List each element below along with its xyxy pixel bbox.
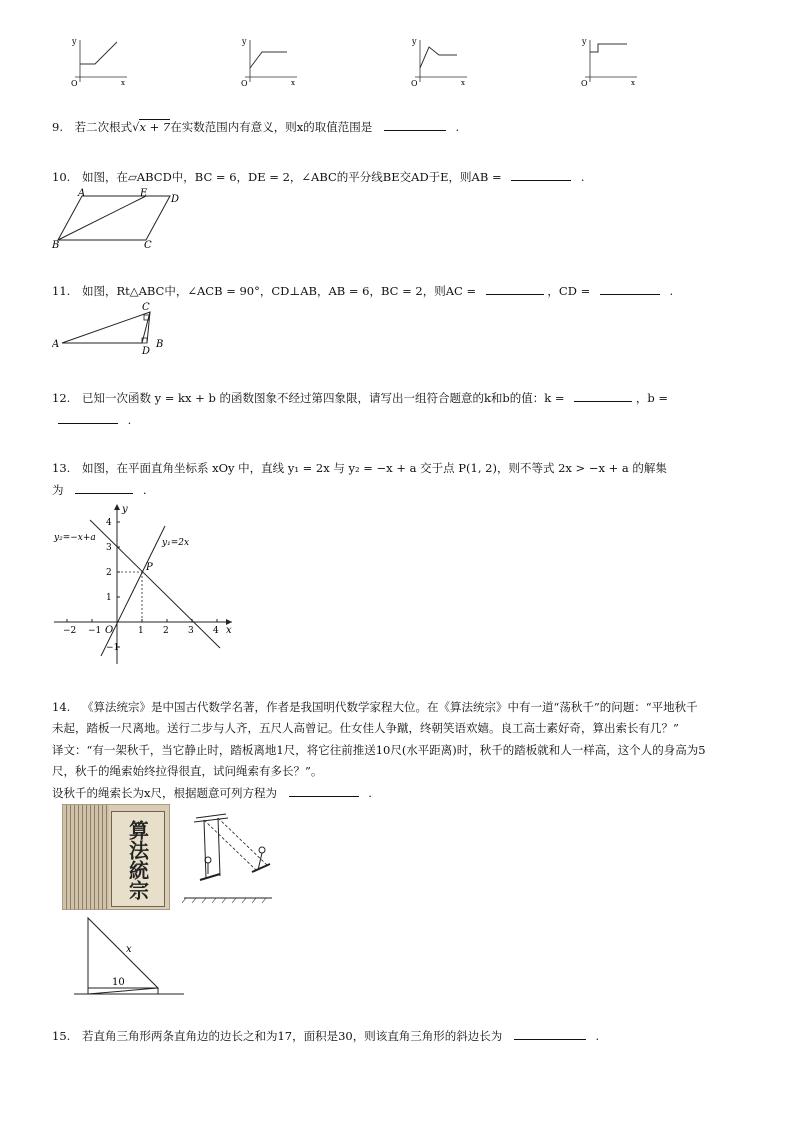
answer-blank[interactable] — [384, 118, 446, 131]
y-tick-label: 3 — [106, 543, 112, 553]
y-tick-label: 1 — [106, 593, 112, 603]
question-number: 12. — [52, 391, 71, 405]
answer-blank[interactable] — [75, 481, 133, 494]
graph-option-c — [411, 37, 467, 88]
question-12-continued — [58, 411, 131, 429]
book-title: 算法統宗 — [125, 820, 150, 900]
base-label: 10 — [112, 977, 125, 988]
question-15 — [52, 1027, 599, 1045]
radical-sign: √ — [132, 120, 140, 134]
question-14 — [52, 698, 698, 716]
period: . — [368, 786, 372, 800]
origin-label: O — [581, 79, 588, 88]
question-number: 14. — [52, 700, 71, 714]
question-10 — [52, 168, 585, 186]
x-tick-label: −1 — [88, 626, 102, 636]
top-answer-graphs — [55, 30, 655, 90]
book-cover-image — [62, 804, 170, 910]
question-text-suffix: 在实数范围内有意义，则x的取值范围是 — [170, 120, 373, 134]
period: . — [595, 1029, 600, 1043]
x-tick-label: 3 — [188, 626, 194, 636]
question-14-line4: 尺，秋千的绳索始终拉得很直，试问绳索有多长？”。 — [52, 764, 323, 778]
question-13 — [52, 459, 667, 477]
question-text-mid: ，b = — [635, 391, 669, 405]
period: . — [127, 413, 132, 427]
label-c: C — [142, 302, 150, 313]
y-axis-label: y — [242, 37, 247, 46]
x-axis-label: x — [226, 625, 232, 636]
parallelogram-figure — [50, 186, 190, 250]
question-text: 如图，在▱ABCD中，BC = 6，DE = 2，∠ABC的平分线BE交AD于E，则AB = — [81, 170, 502, 184]
question-text: 已知一次函数 y = kx + b 的函数图象不经过第四象限，请写出一组符合题意的k和b的值：k = — [81, 391, 565, 405]
question-text-line2: 为 — [52, 483, 64, 497]
period: . — [669, 284, 674, 298]
label-d: D — [142, 346, 151, 356]
period: . — [455, 120, 460, 134]
graph-option-a — [71, 37, 127, 88]
answer-blank-cd[interactable] — [600, 282, 660, 295]
point-p-label: P — [146, 562, 153, 573]
answer-blank[interactable] — [511, 168, 571, 181]
answer-blank[interactable] — [289, 784, 359, 797]
x-axis-label: x — [291, 79, 295, 87]
x-tick-label: 1 — [138, 626, 144, 636]
question-text: 《算法统宗》是中国古代数学名著，作者是我国明代数学家程大位。在《算法统宗》中有一道“荡秋千”的问题：“平地秋千 — [81, 700, 698, 714]
answer-blank-k[interactable] — [574, 389, 632, 402]
y-axis-label: y — [582, 37, 587, 46]
question-number: 13. — [52, 461, 71, 475]
x-axis-label: x — [461, 79, 465, 87]
question-number: 10. — [52, 170, 71, 184]
x-tick-label: 2 — [163, 626, 169, 636]
question-number: 11. — [52, 284, 71, 298]
question-9 — [52, 118, 459, 136]
question-text: 设秋千的绳索长为x尺，根据题意可列方程为 — [52, 786, 277, 800]
book-label — [111, 811, 165, 907]
y-tick-label: 2 — [106, 568, 112, 578]
label-d: D — [171, 194, 180, 205]
book-page-texture — [63, 805, 109, 909]
label-b: B — [156, 339, 164, 350]
question-text: 如图，在平面直角坐标系 xOy 中，直线 y₁ = 2x 与 y₂ = −x + a 交于点 P(1, 2)，则不等式 2x > −x + a 的解集 — [81, 461, 667, 475]
question-14-line5 — [52, 784, 372, 802]
question-14-line3: 译文：“有一架秋千，当它静止时，踏板离地1尺，将它往前推送10尺(水平距离)时，秋千的踏板就和人一样高，这个人的身高为5 — [52, 743, 706, 757]
y-tick-label: 4 — [106, 518, 112, 528]
period: . — [580, 170, 585, 184]
origin-label: O — [105, 625, 114, 636]
x-axis-label: x — [121, 79, 125, 87]
coordinate-graph — [50, 500, 240, 670]
question-text: 如图，Rt△ABC中，∠ACB = 90°，CD⊥AB，AB = 6，BC = 2，则AC = — [81, 284, 477, 298]
radicand: x + 7 — [139, 120, 171, 134]
period: . — [142, 483, 147, 497]
question-text-mid: ，CD = — [547, 284, 591, 298]
y2-label: y₂=−x+a — [54, 533, 96, 543]
origin-label: O — [411, 79, 418, 88]
question-13-continued — [52, 481, 146, 499]
question-number: 15. — [52, 1029, 71, 1043]
question-14-line2: 未起，踏板一尺离地。送行二步与人齐，五尺人高曾记。仕女佳人争蹴，终朝笑语欢嬉。良工高士素好奇，算出索长有几？” — [52, 721, 679, 735]
y-axis-label: y — [72, 37, 77, 46]
label-a: A — [52, 339, 60, 350]
label-e: E — [140, 188, 148, 199]
graph-option-d — [581, 37, 637, 88]
label-a: A — [78, 188, 86, 199]
question-text: 若直角三角形两条直角边的边长之和为17，面积是30，则该直角三角形的斜边长为 — [81, 1029, 503, 1043]
x-tick-labels — [63, 626, 219, 636]
label-b: B — [52, 240, 60, 250]
y-tick-label: −1 — [106, 643, 120, 653]
right-triangle-figure — [52, 298, 172, 356]
answer-blank-b[interactable] — [58, 411, 118, 424]
x-tick-label: 4 — [213, 626, 219, 636]
answer-blank-ac[interactable] — [486, 282, 544, 295]
answer-blank[interactable] — [514, 1027, 586, 1040]
y-axis-label: y — [412, 37, 417, 46]
swing-triangle-figure — [72, 912, 188, 1000]
y1-label: y₁=2x — [162, 538, 190, 548]
y-axis-label: y — [122, 504, 128, 515]
x-tick-label: −2 — [63, 626, 77, 636]
origin-label: O — [241, 79, 248, 88]
swing-diagram — [182, 810, 274, 904]
graph-option-b — [241, 37, 297, 88]
question-12 — [52, 389, 668, 407]
origin-label: O — [71, 79, 78, 88]
question-number: 9. — [52, 120, 63, 134]
question-text: 若二次根式 — [74, 120, 133, 134]
label-c: C — [144, 240, 152, 250]
x-axis-label: x — [631, 79, 635, 87]
hypotenuse-label: x — [126, 944, 132, 955]
